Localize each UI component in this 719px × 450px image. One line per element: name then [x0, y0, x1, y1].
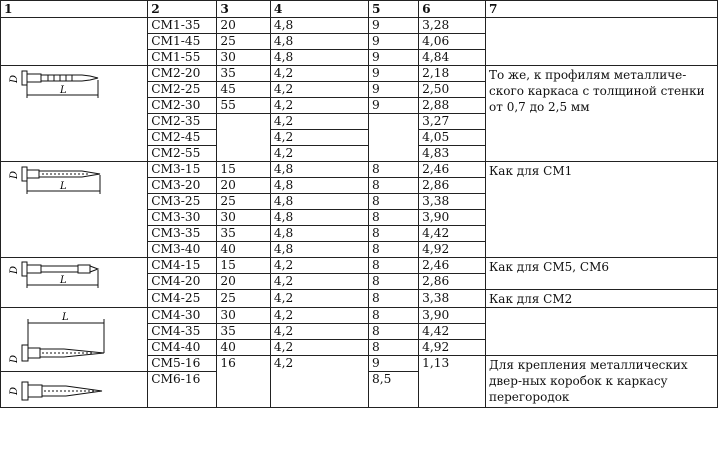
table-row: [1, 308, 718, 324]
cell: 3,27: [419, 114, 486, 130]
cell: 4,8: [270, 50, 368, 66]
cell: 4,2: [270, 130, 368, 146]
cell: 15: [217, 162, 271, 178]
cell: 4,8: [270, 194, 368, 210]
note-cm3: Как для СМ1: [486, 162, 718, 258]
note-cm2: То же, к профилям металличе-ского каркаса с толщиной стенки от 0,7 до 2,5 мм: [486, 66, 718, 162]
cell: 4,92: [419, 340, 486, 356]
cell: 9: [368, 34, 418, 50]
cell: 8: [368, 242, 418, 258]
cell: 30: [217, 210, 271, 226]
cell: 8: [368, 290, 418, 308]
note-cm4b: Как для СМ2: [486, 290, 718, 308]
note-cell-empty: [486, 308, 718, 356]
cell: СМ4-15: [148, 258, 217, 274]
table-row: [1, 18, 718, 34]
cell: 8: [368, 226, 418, 242]
cell: 4,2: [270, 324, 368, 340]
svg-text:L: L: [60, 275, 67, 286]
cell: 4,2: [270, 356, 368, 408]
cell: 15: [217, 258, 271, 274]
cell: 3,38: [419, 194, 486, 210]
svg-text:D: D: [9, 354, 21, 363]
cell: 40: [217, 242, 271, 258]
cell: 4,06: [419, 34, 486, 50]
cell: 20: [217, 18, 271, 34]
cell: 55: [217, 98, 271, 114]
cell: [217, 114, 271, 162]
cell: СМ3-15: [148, 162, 217, 178]
table-row: [1, 258, 718, 274]
screw-cm4-long-figure: [1, 308, 148, 372]
cell: 4,84: [419, 50, 486, 66]
header-row: [1, 1, 718, 18]
cell: 9: [368, 66, 418, 82]
svg-text:D: D: [9, 74, 21, 83]
cell: 4,2: [270, 114, 368, 130]
cell: 4,8: [270, 226, 368, 242]
cell: СМ3-20: [148, 178, 217, 194]
cell: 3,28: [419, 18, 486, 34]
cell: 4,2: [270, 290, 368, 308]
cell: 40: [217, 340, 271, 356]
cell: СМ4-20: [148, 274, 217, 290]
cell: СМ2-25: [148, 82, 217, 98]
cell: 8: [368, 210, 418, 226]
cell: 8: [368, 274, 418, 290]
cell: 2,46: [419, 258, 486, 274]
cell: СМ1-55: [148, 50, 217, 66]
screw-cm4-short-figure: [1, 258, 148, 308]
cell: 30: [217, 50, 271, 66]
cell: 45: [217, 82, 271, 98]
table-row: [1, 66, 718, 82]
cell: 3,38: [419, 290, 486, 308]
cell: 20: [217, 178, 271, 194]
cell: 4,2: [270, 308, 368, 324]
header-cell: 1: [1, 1, 148, 18]
cell: 4,8: [270, 242, 368, 258]
cell: 25: [217, 34, 271, 50]
cell: СМ4-30: [148, 308, 217, 324]
cell: 4,2: [270, 82, 368, 98]
cell: СМ5-16: [148, 356, 217, 372]
cell: 4,2: [270, 98, 368, 114]
cell: 35: [217, 66, 271, 82]
cell: СМ1-35: [148, 18, 217, 34]
cell: 25: [217, 290, 271, 308]
cell: 4,8: [270, 210, 368, 226]
cell: 9: [368, 98, 418, 114]
cell: 20: [217, 274, 271, 290]
figure-cell-empty: [1, 18, 148, 66]
cell: 2,18: [419, 66, 486, 82]
cell: 8: [368, 340, 418, 356]
svg-text:D: D: [9, 170, 21, 179]
cell: 1,13: [419, 356, 486, 408]
cell: СМ4-35: [148, 324, 217, 340]
cell: 8: [368, 258, 418, 274]
cell: 25: [217, 194, 271, 210]
cell: СМ2-45: [148, 130, 217, 146]
cell: 4,2: [270, 274, 368, 290]
cell: 2,88: [419, 98, 486, 114]
cell: 16: [217, 356, 271, 408]
header-cell: 3: [217, 1, 271, 18]
cell: 30: [217, 308, 271, 324]
svg-text:L: L: [60, 85, 67, 96]
screw-drill-tip-icon: [8, 66, 140, 116]
note-cell-empty: [486, 18, 718, 66]
cell: 4,42: [419, 324, 486, 340]
cell: 4,2: [270, 66, 368, 82]
cell: СМ6-16: [148, 372, 217, 408]
cell: СМ2-55: [148, 146, 217, 162]
svg-text:L: L: [60, 181, 67, 192]
screw-cm3-figure: [1, 162, 148, 258]
screw-long-point-icon: [8, 309, 140, 371]
note-cm56: Для крепления металлических двер-ных коробок к каркасу перегородок: [486, 356, 718, 408]
cell: 8: [368, 194, 418, 210]
header-cell: 4: [270, 1, 368, 18]
cell: СМ3-40: [148, 242, 217, 258]
cell: СМ3-25: [148, 194, 217, 210]
cell: 9: [368, 82, 418, 98]
cell: 8: [368, 308, 418, 324]
svg-text:D: D: [9, 265, 21, 274]
cell: 2,86: [419, 178, 486, 194]
screw-cm6-figure: [1, 372, 148, 408]
cell: СМ1-45: [148, 34, 217, 50]
cell: 4,8: [270, 18, 368, 34]
cell: 4,83: [419, 146, 486, 162]
header-cell: 7: [486, 1, 718, 18]
screw-cm6-icon: [8, 373, 140, 407]
cell: СМ2-20: [148, 66, 217, 82]
cell: СМ3-30: [148, 210, 217, 226]
screw-cm2-figure: [1, 66, 148, 162]
cell: 4,8: [270, 178, 368, 194]
table-row: [1, 162, 718, 178]
cell: СМ4-25: [148, 290, 217, 308]
cell: СМ4-40: [148, 340, 217, 356]
cell: 4,2: [270, 340, 368, 356]
header-cell: 2: [148, 1, 217, 18]
cell: 8: [368, 178, 418, 194]
cell: СМ2-30: [148, 98, 217, 114]
note-cm4a: Как для СМ5, СМ6: [486, 258, 718, 290]
cell: 4,42: [419, 226, 486, 242]
cell: [368, 114, 418, 162]
cell: 9: [368, 50, 418, 66]
cell: 8: [368, 162, 418, 178]
header-cell: 5: [368, 1, 418, 18]
cell: 2,46: [419, 162, 486, 178]
cell: 35: [217, 324, 271, 340]
cell: 2,86: [419, 274, 486, 290]
cell: 8,5: [368, 372, 418, 408]
cell: 9: [368, 18, 418, 34]
cell: 4,92: [419, 242, 486, 258]
cell: СМ2-35: [148, 114, 217, 130]
header-cell: 6: [419, 1, 486, 18]
cell: 4,8: [270, 34, 368, 50]
cell: 4,05: [419, 130, 486, 146]
cell: 9: [368, 356, 418, 372]
screw-short-drill-icon: [8, 258, 140, 304]
cell: 35: [217, 226, 271, 242]
svg-text:D: D: [9, 386, 21, 395]
cell: 3,90: [419, 308, 486, 324]
screw-pointed-tip-icon: [8, 162, 140, 212]
cell: 4,2: [270, 258, 368, 274]
cell: 3,90: [419, 210, 486, 226]
cell: 8: [368, 324, 418, 340]
cell: 2,50: [419, 82, 486, 98]
cell: 4,8: [270, 162, 368, 178]
svg-text:L: L: [62, 311, 69, 323]
cell: СМ3-35: [148, 226, 217, 242]
cell: 4,2: [270, 146, 368, 162]
